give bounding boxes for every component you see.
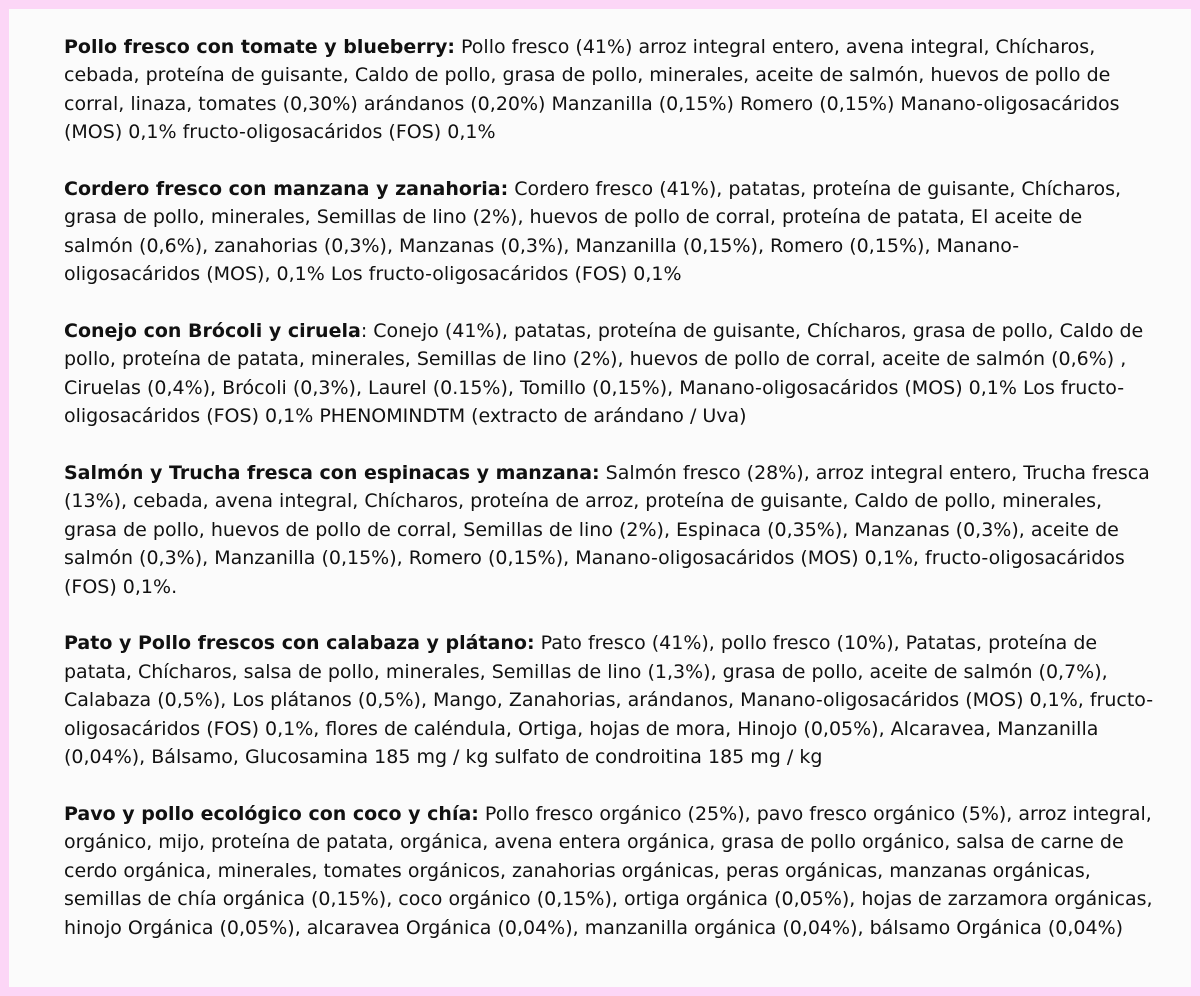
recipe-title: Cordero fresco con manzana y zanahoria: [64, 178, 509, 201]
recipe-ingredients: Cordero fresco (41%), patatas, proteína de guisante, Chícharos, grasa de pollo, minerales, Semillas de lino (2%), huevos de pollo de corral, proteína de patata, El aceite de salmón (0,6%), zanahorias (0,3%), Manzanas (0,3%), Manzanilla (0,15%), Romero (0,15%), Manano-oligosacáridos (MOS), 0,1% Los fructo-oligosacáridos (FOS) 0,1% [64, 178, 1122, 286]
recipe-ingredients: Pollo fresco orgánico (25%), pavo fresco orgánico (5%), arroz integral, orgánico, mijo, proteína de patata, orgánica, avena entera orgánica, grasa de pollo orgánico, salsa de carne de cerdo orgánica, minerales, tomates orgánicos, zanahorias orgánicas, peras orgánicas, manzanas orgánicas, semillas de chía orgánica (0,15%), coco orgánico (0,15%), ortiga orgánica (0,05%), hojas de zarzamora orgánicas, hinojo Orgánica (0,05%), alcaravea Orgánica (0,04%), manzanilla orgánica (0,04%), bálsamo Orgánica (0,04%) [64, 802, 1153, 939]
recipe-entry-rabbit-broccoli-plum [64, 317, 1154, 431]
recipe-entry-duck-chicken-pumpkin-banana [64, 629, 1154, 771]
recipe-entry-lamb-apple-carrot [64, 175, 1154, 289]
recipe-entry-chicken-tomato-blueberry [64, 33, 1154, 147]
recipe-title: Pato y Pollo frescos con calabaza y plátano: [64, 632, 535, 655]
ingredients-list [64, 33, 1154, 942]
recipe-title: Salmón y Trucha fresca con espinacas y manzana: [64, 462, 600, 485]
recipe-entry-salmon-trout-spinach-apple [64, 459, 1154, 601]
recipe-title: Pollo fresco con tomate y blueberry: [64, 36, 455, 58]
recipe-ingredients: Salmón fresco (28%), arroz integral entero, Trucha fresca (13%), cebada, avena integral, Chícharos, proteína de arroz, proteína de guisante, Caldo de pollo, minerales, grasa de pollo, huevos de pollo de corral, Semillas de lino (2%), Espinaca (0,35%), Manzanas (0,3%), aceite de salmón (0,3%), Manzanilla (0,15%), Romero (0,15%), Manano-oligosacáridos (MOS) 0,1%, fructo-oligosacáridos (FOS) 0,1%. [64, 462, 1150, 598]
recipe-ingredients: Pato fresco (41%), pollo fresco (10%), Patatas, proteína de patata, Chícharos, salsa de pollo, minerales, Semillas de lino (1,3%), grasa de pollo, aceite de salmón (0,7%), Calabaza (0,5%), Los plátanos (0,5%), Mango, Zanahorias, arándanos, Manano-oligosacáridos (MOS) 0,1%, fructo-oligosacáridos (FOS) 0,1%, flores de caléndula, Ortiga, hojas de mora, Hinojo (0,05%), Alcaravea, Manzanilla (0,04%), Bálsamo, Glucosamina 185 mg / kg sulfato de condroitina 185 mg / kg [64, 632, 1154, 769]
recipe-title: Pavo y pollo ecológico con coco y chía: [64, 802, 479, 825]
recipe-ingredients: : Conejo (41%), patatas, proteína de guisante, Chícharos, grasa de pollo, Caldo de pollo, proteína de patata, minerales, Semillas de lino (2%), huevos de pollo de corral, aceite de salmón (0,6%) , Ciruelas (0,4%), Brócoli (0,3%), Laurel (0.15%), Tomillo (0,15%), Manano-oligosacáridos (MOS) 0,1% Los fructo-oligosacáridos (FOS) 0,1% PHENOMINDTM (extracto de arándano / Uva) [64, 320, 1144, 428]
recipe-ingredients: Pollo fresco (41%) arroz integral entero, avena integral, Chícharos, cebada, proteína de guisante, Caldo de pollo, grasa de pollo, minerales, aceite de salmón, huevos de pollo de corral, linaza, tomates (0,30%) arándanos (0,20%) Manzanilla (0,15%) Romero (0,15%) Manano-oligosacáridos (MOS) 0,1% fructo-oligosacáridos (FOS) 0,1% [64, 36, 1120, 144]
recipe-entry-turkey-chicken-coconut-chia [64, 800, 1154, 942]
recipe-title: Conejo con Brócoli y ciruela [64, 320, 361, 343]
